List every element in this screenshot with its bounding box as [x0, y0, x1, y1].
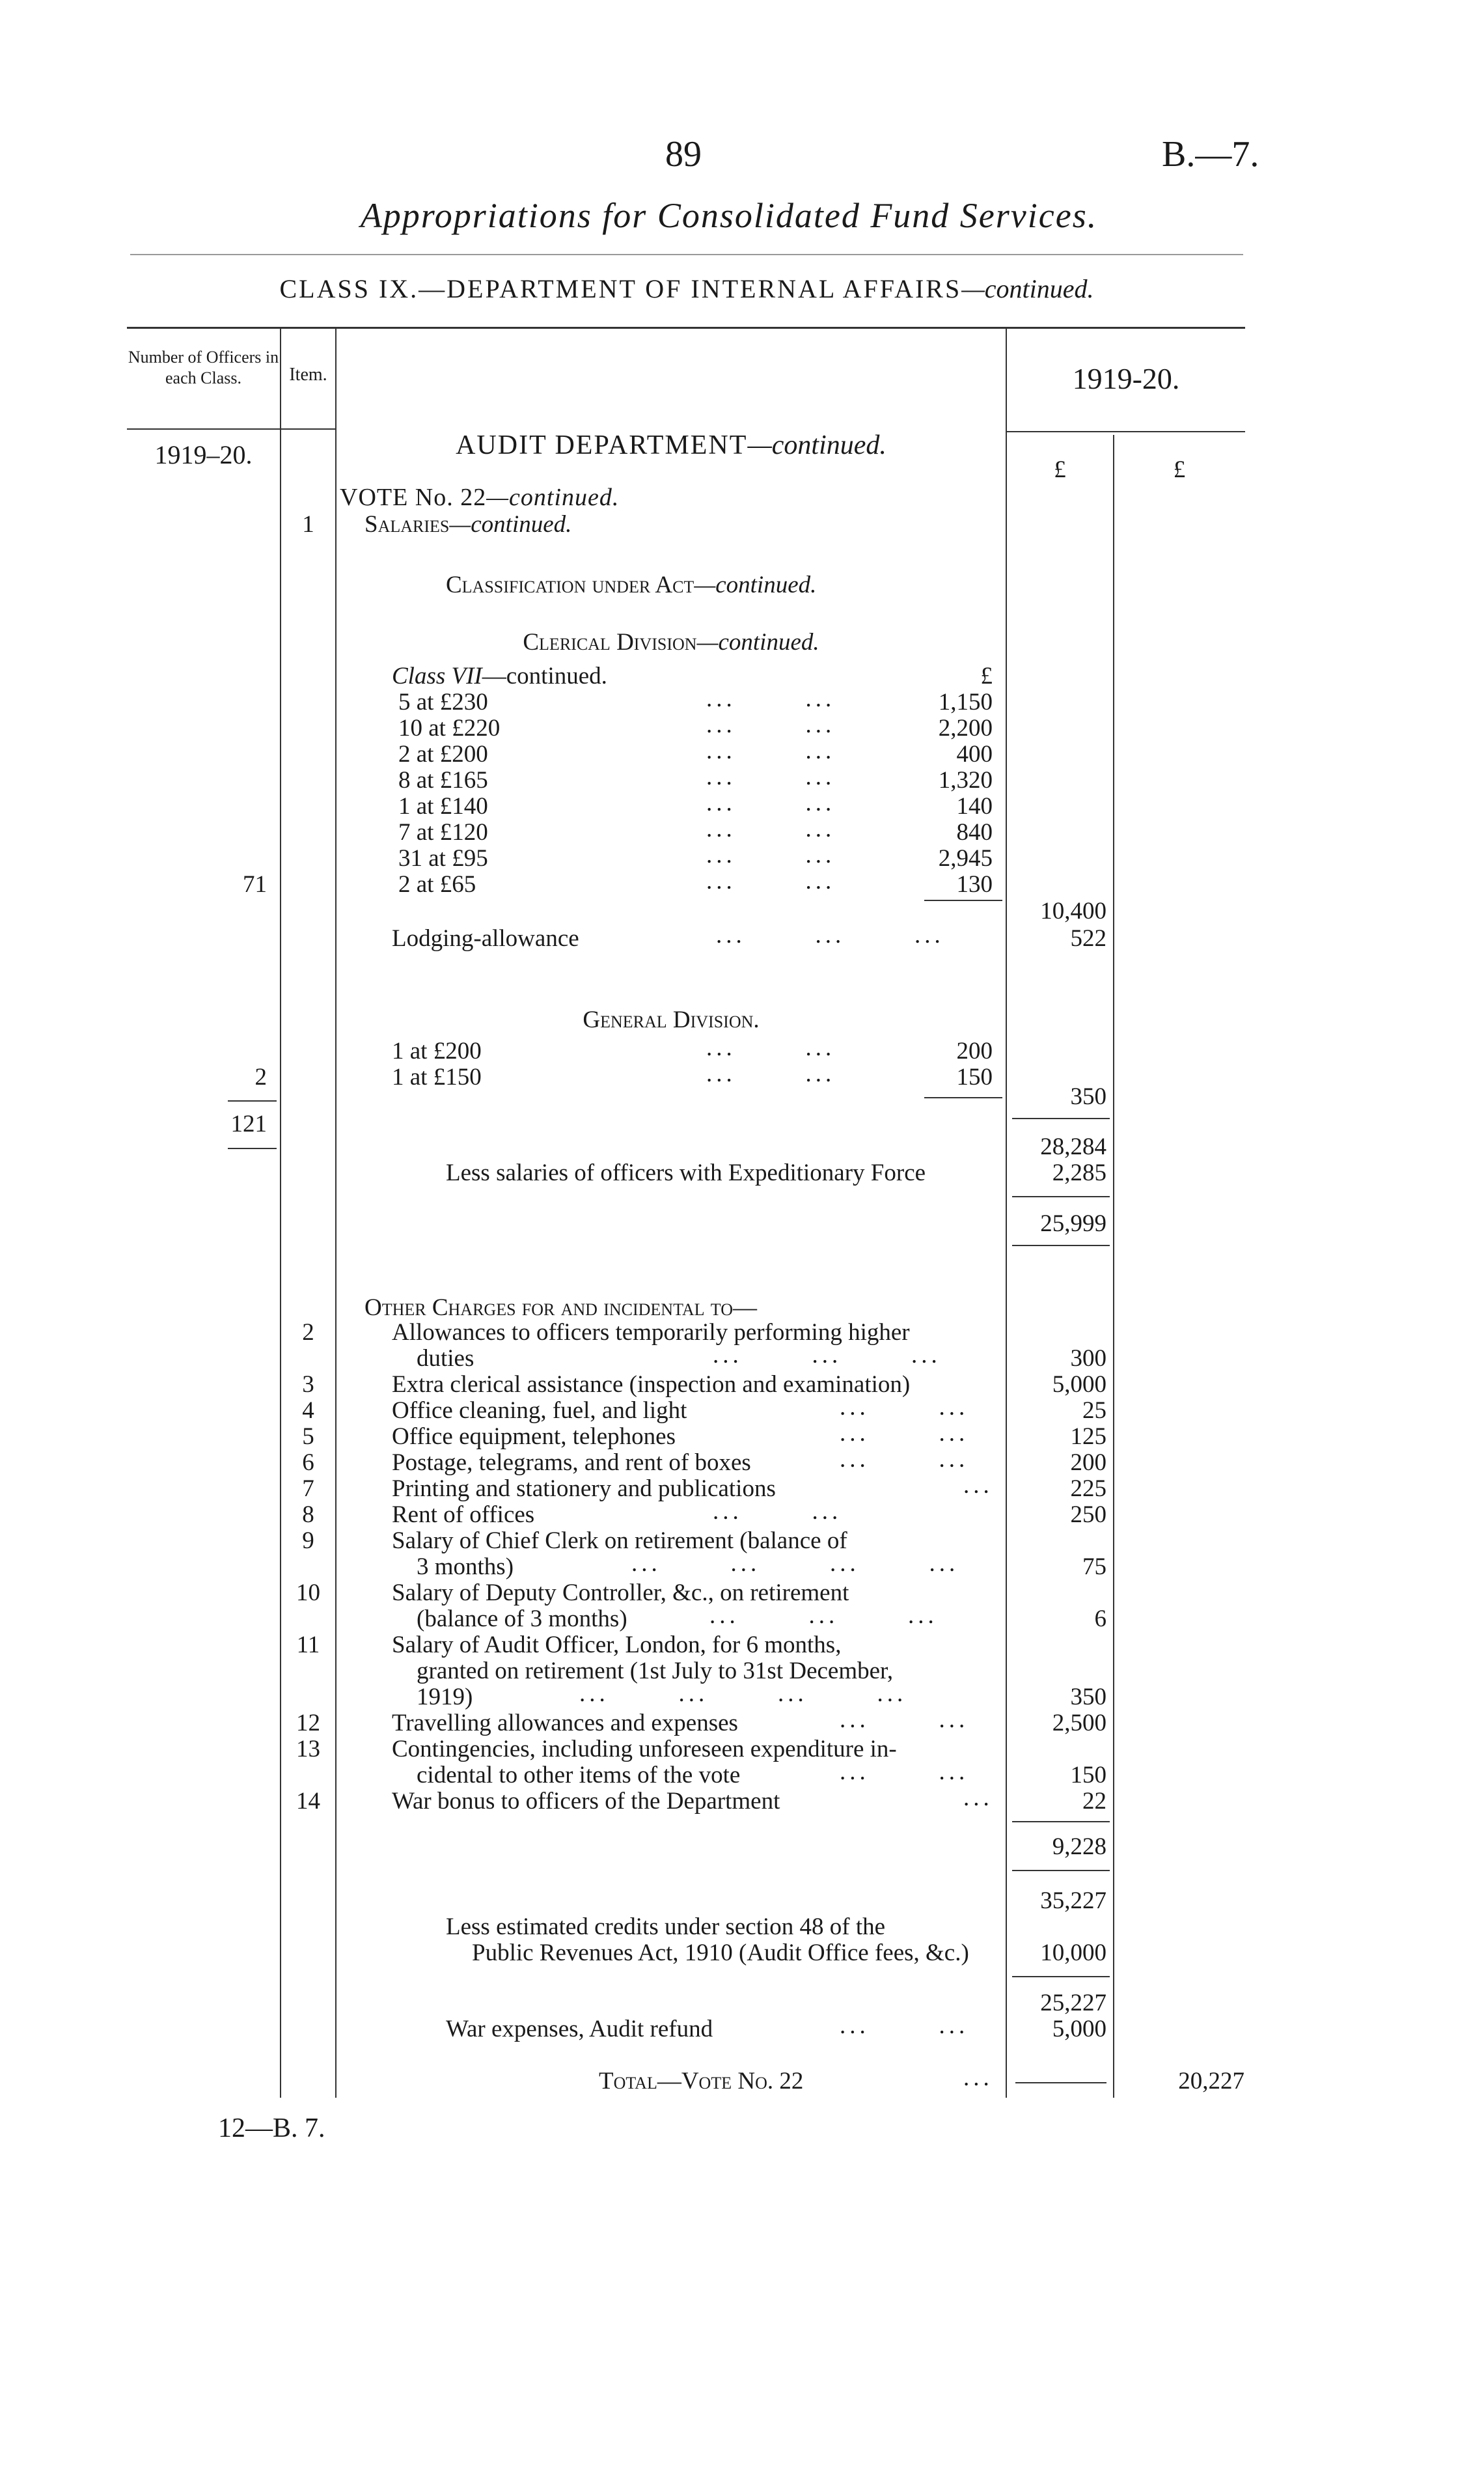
- clerical-row-amount: 1,150: [938, 689, 993, 716]
- leader-dots: ... ... ...: [713, 1342, 941, 1369]
- clerical-row-desc: 1 at £140: [398, 793, 488, 820]
- item-desc: 3 months): [417, 1553, 514, 1580]
- clerical-continued: —continued.: [696, 629, 819, 656]
- leader-dots: ... ...: [706, 764, 836, 790]
- leader-dots: ... ... ...: [716, 922, 944, 949]
- item-number: 8: [302, 1501, 314, 1528]
- leader-dots: ... ...: [706, 790, 836, 816]
- document-reference: B.—7.: [1162, 134, 1259, 174]
- vote-continued: —continued.: [486, 484, 620, 511]
- item-number: 4: [302, 1397, 314, 1424]
- item-number: 14: [296, 1788, 320, 1815]
- leader-dots: ... ... ...: [709, 1602, 938, 1629]
- item-amount: 6: [1094, 1606, 1106, 1632]
- item-number: 3: [302, 1371, 314, 1398]
- clerical-row-amount: 130: [956, 871, 993, 898]
- net-salaries: 25,999: [1040, 1210, 1106, 1237]
- class-vii-continued: —continued.: [482, 663, 607, 689]
- leader-dots: ...: [963, 1785, 993, 1811]
- other-charges-subtotal: 9,228: [1052, 1833, 1106, 1860]
- officers-header-rule: [127, 428, 335, 430]
- less-expeditionary-label: Less salaries of officers with Expeditionary Force: [446, 1160, 926, 1186]
- clerical-row-amount: 2,945: [938, 845, 993, 872]
- item-desc: (balance of 3 months): [417, 1606, 627, 1632]
- item-number: 10: [296, 1579, 320, 1606]
- item-desc: Travelling allowances and expenses: [392, 1710, 738, 1736]
- item-amount: 225: [1070, 1475, 1106, 1502]
- item-amount: 200: [1070, 1449, 1106, 1476]
- leader-dots: ... ...: [706, 738, 836, 764]
- lodging-allowance-label: Lodging-allowance: [392, 925, 579, 952]
- item-desc: cidental to other items of the vote: [417, 1762, 741, 1788]
- item-amount: 5,000: [1052, 1371, 1106, 1398]
- leader-dots: ... ...: [840, 1759, 969, 1785]
- credits-amount: 10,000: [1040, 1940, 1106, 1966]
- leader-dots: ... ...: [840, 1706, 969, 1733]
- item-amount: 300: [1070, 1345, 1106, 1372]
- classification-heading: [446, 571, 816, 599]
- leader-dots: ... ...: [840, 1394, 969, 1421]
- general-division-heading: General Division.: [583, 1007, 760, 1033]
- item-number: 5: [302, 1423, 314, 1450]
- salaries-continued: —continued.: [449, 511, 572, 538]
- general-row-desc: 1 at £200: [392, 1038, 482, 1064]
- clerical-row-amount: 140: [956, 793, 993, 820]
- leader-dots: ...: [963, 1472, 993, 1499]
- item-desc: Salary of Chief Clerk on retirement (balance of: [392, 1527, 847, 1554]
- net-rule: [1012, 1196, 1110, 1197]
- department-name: AUDIT DEPARTMENT: [456, 430, 748, 460]
- pound-sign-col2: £: [1173, 456, 1186, 483]
- officers-year: 1919–20.: [154, 440, 253, 469]
- war-expenses-label: War expenses, Audit refund: [446, 2016, 713, 2042]
- leader-dots: ... ...: [706, 842, 836, 869]
- clerical-row-amount: 1,320: [938, 767, 993, 794]
- item-desc: Office cleaning, fuel, and light: [392, 1397, 687, 1424]
- vote-label: [340, 483, 619, 512]
- general-row-amount: 150: [956, 1064, 993, 1091]
- year-column-header: 1919-20.: [1072, 362, 1180, 395]
- item-amount: 75: [1082, 1553, 1106, 1580]
- column-divider-item: [335, 327, 337, 2098]
- other-charges-sum-rule: [1012, 1821, 1110, 1822]
- item-amount: 350: [1070, 1684, 1106, 1710]
- war-expenses-amount: 5,000: [1052, 2016, 1106, 2042]
- salaries-sum-rule: [1012, 1118, 1110, 1119]
- item-desc: Office equipment, telephones: [392, 1423, 676, 1450]
- clerical-row-desc: 10 at £220: [398, 715, 501, 742]
- clerical-sum-rule: [924, 900, 1002, 901]
- table-top-rule: [127, 327, 1245, 329]
- leader-dots: ...: [963, 2065, 993, 2091]
- title-rule: [130, 254, 1243, 255]
- clerical-row-amount: 840: [956, 819, 993, 846]
- leader-dots: ... ...: [706, 1061, 836, 1087]
- leader-dots: ... ...: [706, 816, 836, 842]
- officers-total-rule: [228, 1148, 277, 1149]
- clerical-row-desc: 8 at £165: [398, 767, 488, 794]
- salaries-total: 28,284: [1040, 1134, 1106, 1160]
- other-charges-underline: [1012, 1870, 1110, 1871]
- sheet-reference: 12—B. 7.: [218, 2113, 325, 2143]
- less-expeditionary-amount: 2,285: [1052, 1160, 1106, 1186]
- item-desc: 1919): [417, 1684, 473, 1710]
- item-amount: 150: [1070, 1762, 1106, 1788]
- page-number: 89: [665, 134, 702, 174]
- clerical-row-desc: 31 at £95: [398, 845, 488, 872]
- credits-line-2: Public Revenues Act, 1910 (Audit Office fees, &c.): [472, 1940, 969, 1966]
- item-1: 1: [302, 511, 314, 538]
- clerical-row-desc: 7 at £120: [398, 819, 488, 846]
- item-number: 7: [302, 1475, 314, 1502]
- general-subtotal: 350: [1070, 1083, 1106, 1110]
- leader-dots: ... ...: [706, 712, 836, 738]
- item-desc: Rent of offices: [392, 1501, 535, 1528]
- officers-total: 121: [230, 1111, 267, 1137]
- class-heading: [130, 273, 1243, 304]
- item-amount: 2,500: [1052, 1710, 1106, 1736]
- classification-continued: —continued.: [694, 572, 817, 598]
- item-desc: Postage, telegrams, and rent of boxes: [392, 1449, 751, 1476]
- item-amount: 22: [1082, 1788, 1106, 1815]
- item-desc: duties: [417, 1345, 474, 1372]
- item-number: 13: [296, 1736, 320, 1762]
- leader-dots: ... ...: [706, 1035, 836, 1061]
- clerical-label: Clerical Division: [523, 629, 697, 656]
- grand-subtotal: 35,227: [1040, 1887, 1106, 1914]
- net-underline: [1012, 1245, 1110, 1246]
- officers-column-header: Number of Officers in each Class.: [128, 348, 279, 387]
- leader-dots: ... ... ... ...: [579, 1680, 907, 1707]
- clerical-row-desc: 2 at £65: [398, 871, 476, 898]
- page-title: Appropriations for Consolidated Fund Services.: [360, 196, 1098, 235]
- item-desc: Salary of Deputy Controller, &c., on retirement: [392, 1579, 849, 1606]
- leader-dots: ... ...: [840, 1446, 969, 1473]
- leader-dots: ... ...: [713, 1498, 842, 1525]
- salaries-heading: [364, 510, 571, 538]
- item-desc: Printing and stationery and publications: [392, 1475, 776, 1502]
- column-divider-pounds: [1113, 435, 1114, 2098]
- item-desc: Salary of Audit Officer, London, for 6 months,: [392, 1632, 842, 1658]
- general-sum-rule: [924, 1097, 1002, 1098]
- item-desc: Extra clerical assistance (inspection and examination): [392, 1371, 911, 1398]
- leader-dots: ... ...: [706, 868, 836, 895]
- credits-line-1: Less estimated credits under section 48 of the: [446, 1913, 886, 1940]
- item-amount: 25: [1082, 1397, 1106, 1424]
- general-row-amount: 200: [956, 1038, 993, 1064]
- item-amount: 250: [1070, 1501, 1106, 1528]
- after-credits-total: 25,227: [1040, 1990, 1106, 2016]
- clerical-row-amount: 2,200: [938, 715, 993, 742]
- salaries-label: Salaries: [364, 511, 450, 538]
- leader-dots: ... ...: [840, 1420, 969, 1447]
- column-divider-officers: [280, 327, 281, 2098]
- leader-dots: ... ...: [706, 686, 836, 712]
- item-column-header: Item.: [289, 365, 327, 385]
- item-desc: granted on retirement (1st July to 31st December,: [417, 1658, 894, 1684]
- class-heading-main: CLASS IX.—DEPARTMENT OF INTERNAL AFFAIRS: [279, 274, 962, 303]
- vote-number: VOTE No. 22: [340, 484, 487, 511]
- vote-total-label: Total—Vote No. 22: [599, 2068, 804, 2094]
- clerical-heading: [337, 628, 1006, 656]
- classification-label: Classification under Act: [446, 572, 694, 598]
- vote-total-rule: [1015, 2082, 1106, 2083]
- class-vii-label: Class VII: [392, 663, 482, 689]
- item-desc: Allowances to officers temporarily performing higher: [392, 1319, 910, 1346]
- item-number: 11: [296, 1632, 320, 1658]
- officers-sum-rule: [228, 1100, 277, 1102]
- clerical-row-desc: 2 at £200: [398, 741, 488, 768]
- clerical-row-amount: 400: [956, 741, 993, 768]
- clerical-subtotal: 10,400: [1040, 898, 1106, 925]
- year-header-rule: [1006, 431, 1245, 432]
- general-officers-count: 2: [254, 1064, 267, 1091]
- clerical-row-desc: 5 at £230: [398, 689, 488, 716]
- department-heading: [337, 430, 1006, 461]
- clerical-officers-count: 71: [243, 871, 267, 898]
- item-number: 9: [302, 1527, 314, 1554]
- item-desc: War bonus to officers of the Department: [392, 1788, 780, 1815]
- credits-rule: [1012, 1976, 1110, 1977]
- class-heading-continued: —continued.: [961, 274, 1094, 303]
- item-number: 6: [302, 1449, 314, 1476]
- class-vii-heading: [392, 662, 607, 690]
- department-continued: —continued.: [747, 430, 886, 460]
- leader-dots: ... ...: [840, 2012, 969, 2039]
- item-number: 2: [302, 1319, 314, 1346]
- vote-total-amount: 20,227: [1178, 2068, 1244, 2094]
- leader-dots: ... ... ... ...: [631, 1550, 959, 1577]
- pound-sign-col1: £: [1054, 456, 1066, 483]
- item-amount: 125: [1070, 1423, 1106, 1450]
- lodging-allowance-amount: 522: [1070, 925, 1106, 952]
- clerical-pound-sign: £: [980, 663, 993, 689]
- item-desc: Contingencies, including unforeseen expenditure in-: [392, 1736, 897, 1762]
- other-charges-heading: Other Charges for and incidental to—: [364, 1294, 757, 1321]
- item-number: 12: [296, 1710, 320, 1736]
- column-divider-amounts: [1006, 327, 1007, 2098]
- general-row-desc: 1 at £150: [392, 1064, 482, 1091]
